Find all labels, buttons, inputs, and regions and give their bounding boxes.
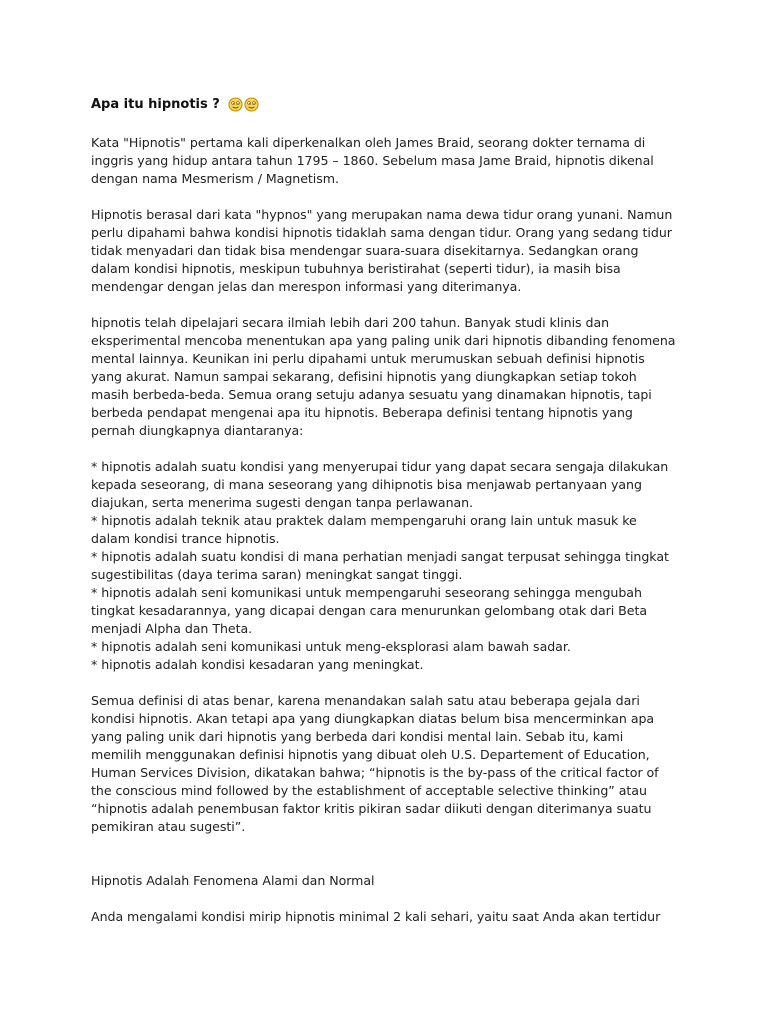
list-item-line: sugestibilitas (daya terima saran) meningkat sangat tinggi. xyxy=(91,567,463,582)
text-line: inggris yang hidup antara tahun 1795 – 1860. Sebelum masa Jame Braid, hipnotis dikenal xyxy=(91,153,654,168)
smiley-icon xyxy=(244,97,259,112)
text-line: hipnotis telah dipelajari secara ilmiah lebih dari 200 tahun. Banyak studi klinis dan xyxy=(91,315,610,330)
list-item-line: * hipnotis adalah suatu kondisi di mana perhatian menjadi sangat terpusat sehingga tingkat xyxy=(91,549,669,564)
text-line: Semua definisi di atas benar, karena menandakan salah satu atau beberapa gejala dari xyxy=(91,693,640,708)
title-row xyxy=(91,92,691,116)
list-item-line: * hipnotis adalah teknik atau praktek dalam mempengaruhi orang lain untuk masuk ke xyxy=(91,513,637,528)
section-subheading xyxy=(91,872,691,890)
text-line: mendengar dengan jelas dan merespon informasi yang diterimanya. xyxy=(91,279,522,294)
document-page xyxy=(91,92,691,926)
text-line: Kata "Hipnotis" pertama kali diperkenalkan oleh James Braid, seorang dokter ternama di xyxy=(91,135,646,150)
text-line: tidak menyadari dan tidak bisa mendengar suara-suara disekitarnya. Sedangkan orang xyxy=(91,243,639,258)
text-line: dengan nama Mesmerism / Magnetism. xyxy=(91,171,339,186)
list-item-line: tingkat kesadarannya, yang dicapai dengan cara menurunkan gelombang otak dari Beta xyxy=(91,603,648,618)
list-item-line: kepada seseorang, di mana seseorang yang dihipnotis bisa menjawab pertanyaan yang xyxy=(91,477,642,492)
text-line: memilih menggunakan definisi hipnotis yang dibuat oleh U.S. Departement of Education, xyxy=(91,747,650,762)
text-line: berbeda pendapat mengenai apa itu hipnotis. Beberapa definisi tentang hipnotis yang xyxy=(91,405,633,420)
definition-list xyxy=(91,458,691,674)
list-item-line: dalam kondisi trance hipnotis. xyxy=(91,531,280,546)
text-line: eksperimental mencoba menentukan apa yang paling unik dari hipnotis dibanding fenomena xyxy=(91,333,676,348)
paragraph-conclusion xyxy=(91,692,691,836)
text-line: pemikiran atau sugesti”. xyxy=(91,819,246,834)
list-item-line: * hipnotis adalah seni komunikasi untuk meng-eksplorasi alam bawah sadar. xyxy=(91,639,571,654)
list-item-line: * hipnotis adalah seni komunikasi untuk mempengaruhi seseorang sehingga mengubah xyxy=(91,585,642,600)
text-line: mental lainnya. Keunikan ini perlu dipahami untuk merumuskan sebuah definisi hipnotis xyxy=(91,351,645,366)
list-item-line: * hipnotis adalah suatu kondisi yang menyerupai tidur yang dapat secara sengaja dilakukan xyxy=(91,459,669,474)
paragraph-intro xyxy=(91,134,691,188)
smiley-icon xyxy=(228,97,243,112)
paragraph-final xyxy=(91,908,691,926)
text-line: kondisi hipnotis. Akan tetapi apa yang diungkapkan diatas belum bisa mencerminkan apa xyxy=(91,711,655,726)
text-line: Anda mengalami kondisi mirip hipnotis minimal 2 kali sehari, yaitu saat Anda akan tertidur xyxy=(91,909,661,924)
list-item-line: * hipnotis adalah kondisi kesadaran yang meningkat. xyxy=(91,657,424,672)
text-line: the conscious mind followed by the establishment of acceptable selective thinking” atau xyxy=(91,783,647,798)
text-line: perlu dipahami bahwa kondisi hipnotis tidaklah sama dengan tidur. Orang yang sedang tidur xyxy=(91,225,672,240)
list-item-line: diajukan, serta menerima sugesti dengan tanpa perlawanan. xyxy=(91,495,474,510)
text-line: Hipnotis berasal dari kata "hypnos" yang merupakan nama dewa tidur orang yunani. Namun xyxy=(91,207,673,222)
text-line: pernah diungkapnya diantaranya: xyxy=(91,423,304,438)
spacer xyxy=(91,836,691,872)
list-item-line: menjadi Alpha dan Theta. xyxy=(91,621,253,636)
text-line: dalam kondisi hipnotis, meskipun tubuhnya beristirahat (seperti tidur), ia masih bisa xyxy=(91,261,621,276)
text-line: yang akurat. Namun sampai sekarang, defisini hipnotis yang diungkapkan setiap tokoh xyxy=(91,369,637,384)
subheading-text: Hipnotis Adalah Fenomena Alami dan Normal xyxy=(91,873,375,888)
emoticon-group xyxy=(228,97,259,112)
text-line: yang paling unik dari hipnotis yang berbeda dari kondisi mental lain. Sebab itu, kami xyxy=(91,729,624,744)
text-line: masih berbeda-beda. Semua orang setuju adanya sesuatu yang dinamakan hipnotis, tapi xyxy=(91,387,652,402)
paragraph-hypnos xyxy=(91,206,691,296)
text-line: “hipnotis adalah penembusan faktor kritis pikiran sadar diikuti dengan diterimanya suatu xyxy=(91,801,652,816)
text-line: Human Services Division, dikatakan bahwa; “hipnotis is the by-pass of the critical factor of xyxy=(91,765,659,780)
page-title: Apa itu hipnotis ? xyxy=(91,96,220,112)
paragraph-study xyxy=(91,314,691,440)
